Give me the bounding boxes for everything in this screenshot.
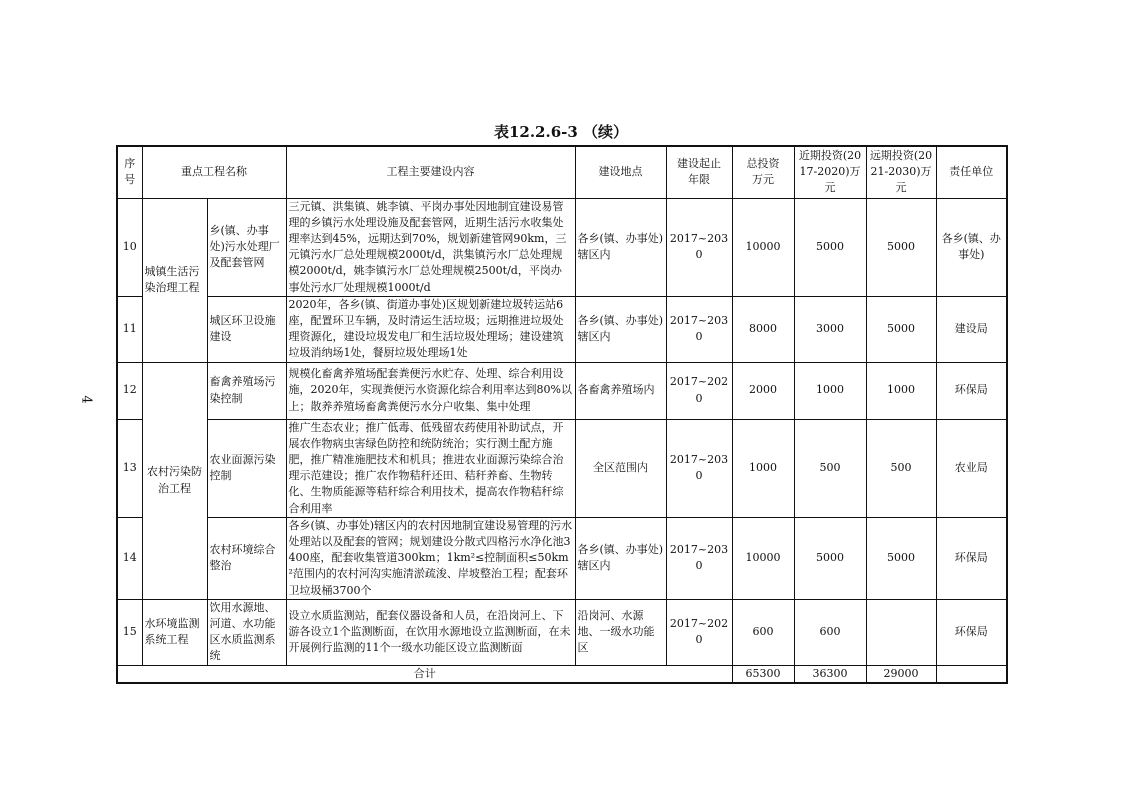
project-period: 2017~2030	[666, 419, 732, 517]
near-invest: 5000	[794, 198, 866, 296]
responsible-unit: 环保局	[936, 517, 1007, 599]
row-seq: 15	[117, 599, 142, 665]
total-invest: 10000	[732, 517, 794, 599]
project-location: 各畜禽养殖场内	[575, 362, 666, 419]
responsible-unit: 环保局	[936, 362, 1007, 419]
total-invest: 10000	[732, 198, 794, 296]
project-location: 全区范围内	[575, 419, 666, 517]
far-invest: 5000	[866, 296, 936, 362]
project-content: 各乡(镇、办事处)辖区内的农村因地制宜建设易管理的污水处理站以及配套的管网；规划建设分散式四格污水净化池3400座，配套收集管道300km；1km²≤控制面积≤50km²范围内的农村河沟实施清淤疏浚、岸坡整治工程；配套环卫垃圾桶3700个	[286, 517, 575, 599]
project-period: 2017~2030	[666, 296, 732, 362]
total-label: 合计	[117, 665, 732, 683]
table-row	[117, 296, 1007, 362]
project-name: 饮用水源地、河道、水功能区水质监测系统	[207, 599, 286, 665]
page-number: 4	[78, 395, 94, 404]
total-row	[117, 665, 1007, 683]
project-location: 沿岗河、水源地、一级水功能区	[575, 599, 666, 665]
header-location: 建设地点	[575, 146, 666, 198]
row-seq: 13	[117, 419, 142, 517]
header-period: 建设起止年限	[666, 146, 732, 198]
row-seq: 14	[117, 517, 142, 599]
group-name: 农村污染防治工程	[142, 362, 207, 599]
row-seq: 12	[117, 362, 142, 419]
far-invest	[866, 599, 936, 665]
project-location: 各乡(镇、办事处)辖区内	[575, 198, 666, 296]
far-invest: 1000	[866, 362, 936, 419]
project-name: 农业面源污染控制	[207, 419, 286, 517]
project-content: 设立水质监测站，配套仪器设备和人员，在沿岗河上、下游各设立1个监测断面，在饮用水源地设立监测断面，在未开展例行监测的11个一级水功能区设立监测断面	[286, 599, 575, 665]
total-unit-empty	[936, 665, 1007, 683]
far-invest: 5000	[866, 198, 936, 296]
header-row	[117, 146, 1007, 198]
group-name: 水环境监测系统工程	[142, 599, 207, 665]
table-row	[117, 362, 1007, 419]
near-invest: 500	[794, 419, 866, 517]
project-name: 畜禽养殖场污染控制	[207, 362, 286, 419]
header-responsible: 责任单位	[936, 146, 1007, 198]
project-table	[116, 145, 1008, 684]
header-content: 工程主要建设内容	[286, 146, 575, 198]
table-row	[117, 198, 1007, 296]
total-invest: 2000	[732, 362, 794, 419]
project-name: 乡(镇、办事处)污水处理厂及配套管网	[207, 198, 286, 296]
project-content: 规模化畜禽养殖场配套粪便污水贮存、处理、综合利用设施，2020年，实现粪便污水资源化综合利用率达到80%以上；散养养殖场畜禽粪便污水分户收集、集中处理	[286, 362, 575, 419]
near-invest-sum: 36300	[794, 665, 866, 683]
project-location: 各乡(镇、办事处)辖区内	[575, 517, 666, 599]
total-invest: 1000	[732, 419, 794, 517]
responsible-unit: 建设局	[936, 296, 1007, 362]
responsible-unit: 农业局	[936, 419, 1007, 517]
table-title: 表12.2.6-3 （续）	[493, 123, 629, 141]
table-row	[117, 419, 1007, 517]
near-invest: 3000	[794, 296, 866, 362]
total-invest: 8000	[732, 296, 794, 362]
total-invest-sum: 65300	[732, 665, 794, 683]
project-name: 农村环境综合整治	[207, 517, 286, 599]
group-name: 城镇生活污染治理工程	[142, 198, 207, 362]
project-period: 2017~2020	[666, 362, 732, 419]
responsible-unit: 各乡(镇、办事处)	[936, 198, 1007, 296]
total-invest: 600	[732, 599, 794, 665]
project-name: 城区环卫设施建设	[207, 296, 286, 362]
table-row	[117, 517, 1007, 599]
header-far-invest: 远期投资(2021-2030)万元	[866, 146, 936, 198]
header-seq: 序号	[117, 146, 142, 198]
header-category: 重点工程名称	[142, 146, 286, 198]
responsible-unit: 环保局	[936, 599, 1007, 665]
near-invest: 600	[794, 599, 866, 665]
project-period: 2017~2020	[666, 599, 732, 665]
header-near-invest: 近期投资(2017-2020)万元	[794, 146, 866, 198]
project-period: 2017~2030	[666, 517, 732, 599]
near-invest: 1000	[794, 362, 866, 419]
far-invest: 500	[866, 419, 936, 517]
project-content: 推广生态农业；推广低毒、低残留农药使用补助试点，开展农作物病虫害绿色防控和统防统治；实行测土配方施肥，推广精准施肥技术和机具；推进农业面源污染综合治理示范建设；推广农作物秸秆还田、秸秆养畜、生物转化、生物质能源等秸秆综合利用技术，提高农作物秸秆综合利用率	[286, 419, 575, 517]
table-row	[117, 599, 1007, 665]
header-total-invest: 总投资万元	[732, 146, 794, 198]
project-content: 2020年，各乡(镇、街道办事处)区规划新建垃圾转运站6座，配置环卫车辆，及时清运生活垃圾；远期推进垃圾处理资源化，建设垃圾发电厂和生活垃圾处理场；建设建筑垃圾消纳场1处，餐厨垃圾处理场1处	[286, 296, 575, 362]
far-invest-sum: 29000	[866, 665, 936, 683]
project-content: 三元镇、洪集镇、姚李镇、平岗办事处因地制宜建设易管理的乡镇污水处理设施及配套管网，近期生活污水收集处理率达到45%，远期达到70%，规划新建管网90km，三元镇污水厂总处理规模2000t/d，洪集镇污水厂总处理规模2000t/d，姚李镇污水厂总处理规模2500t/d，平岗办事处污水厂处理规模1000t/d	[286, 198, 575, 296]
far-invest: 5000	[866, 517, 936, 599]
project-period: 2017~2030	[666, 198, 732, 296]
row-seq: 10	[117, 198, 142, 296]
project-location: 各乡(镇、办事处)辖区内	[575, 296, 666, 362]
row-seq: 11	[117, 296, 142, 362]
near-invest: 5000	[794, 517, 866, 599]
